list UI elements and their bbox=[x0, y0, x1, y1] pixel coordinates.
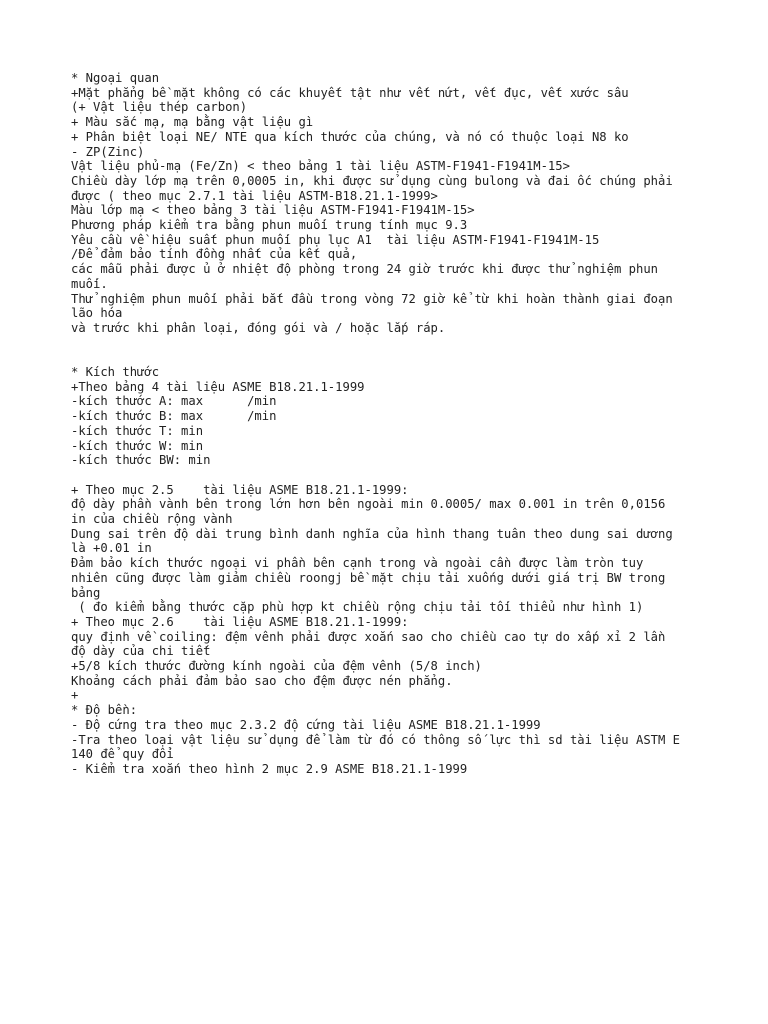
document-line: độ dày của chi tiết bbox=[71, 644, 211, 659]
document-line: -kích thước T: min bbox=[71, 423, 204, 438]
document-line: +Mặt phẳng bề mặt không có các khuyết tật như vết nứt, vết đục, vết xước sâu bbox=[71, 85, 629, 100]
document-line: +Theo bảng 4 tài liệu ASME B18.21.1-1999 bbox=[71, 379, 365, 394]
document-line: * Kích thước bbox=[71, 365, 160, 380]
document-line: - ZP(Zinc) bbox=[71, 144, 145, 159]
document-line: /Để đảm bảo tính đồng nhất của kết quả, bbox=[71, 247, 358, 262]
document-line: các mẫu phải được ủ ở nhiệt độ phòng trong 24 giờ trước khi được thử nghiệm phun bbox=[71, 262, 658, 277]
document-line: -kích thước A: max /min bbox=[71, 394, 277, 409]
document-line: + Theo mục 2.6 tài liệu ASME B18.21.1-1999: bbox=[71, 614, 409, 629]
document-line: và trước khi phân loại, đóng gói và / hoặc lắp ráp. bbox=[71, 320, 446, 335]
document-line: độ dày phần vành bên trong lớn hơn bên ngoài min 0.0005/ max 0.001 in trên 0,0156 bbox=[71, 497, 666, 512]
document-line: -Tra theo loại vật liệu sử dụng để làm từ đó có thông số lực thì sd tài liệu ASTM E bbox=[71, 732, 681, 747]
document-line: -kích thước BW: min bbox=[71, 453, 211, 468]
document-line: -kích thước W: min bbox=[71, 438, 204, 453]
document-line: được ( theo mục 2.7.1 tài liệu ASTM-B18.21.1-1999> bbox=[71, 188, 438, 203]
document-line: - Độ cứng tra theo mục 2.3.2 độ cứng tài liệu ASME B18.21.1-1999 bbox=[71, 717, 541, 732]
document-line: Đảm bảo kích thước ngoại vi phần bên cạnh trong và ngoài cần được làm tròn tuy bbox=[71, 556, 644, 571]
document-line: Phương pháp kiểm tra bằng phun muối trung tính mục 9.3 bbox=[71, 218, 468, 233]
document-line: + Theo mục 2.5 tài liệu ASME B18.21.1-1999: bbox=[71, 482, 409, 497]
document-line: * Độ bền: bbox=[71, 703, 138, 718]
document-line: nhiên cũng được làm giảm chiều roongj bề mặt chịu tải xuống dưới giá trị BW trong bbox=[71, 570, 666, 585]
document-line: Dung sai trên độ dài trung bình danh nghĩa của hình thang tuân theo dung sai dương bbox=[71, 526, 673, 541]
document-line: Chiều dày lớp mạ trên 0,0005 in, khi được sử dụng cùng bulong và đai ốc chúng phải bbox=[71, 173, 673, 188]
document-line: Khoảng cách phải đảm bảo sao cho đệm được nén phẳng. bbox=[71, 673, 453, 688]
document-line: + bbox=[71, 688, 79, 703]
document-line: muối. bbox=[71, 276, 108, 291]
document-line: bảng bbox=[71, 585, 101, 600]
document-line bbox=[71, 468, 711, 483]
document-line: là +0.01 in bbox=[71, 541, 152, 556]
document-line: in của chiều rộng vành bbox=[71, 512, 233, 527]
document-line: 140 để quy đổi bbox=[71, 747, 174, 762]
document-line: - Kiểm tra xoắn theo hình 2 mục 2.9 ASME B18.21.1-1999 bbox=[71, 762, 468, 776]
document-line: Yêu cầu về hiệu suất phun muối phụ lục A1 tài liệu ASTM-F1941-F1941M-15 bbox=[71, 232, 600, 247]
document-line: +5/8 kích thước đường kính ngoài của đệm vênh (5/8 inch) bbox=[71, 659, 482, 674]
document-line: * Ngoại quan bbox=[71, 71, 160, 85]
document-line: -kích thước B: max /min bbox=[71, 409, 277, 424]
document-line: (+ Vật liệu thép carbon) bbox=[71, 100, 248, 115]
document-line: Thử nghiệm phun muối phải bắt đầu trong vòng 72 giờ kể từ khi hoàn thành giai đoạn bbox=[71, 291, 673, 306]
document-line: + Màu sắc mạ, mạ bằng vật liệu gì bbox=[71, 115, 314, 130]
document-line: ( đo kiểm bằng thước cặp phù hợp kt chiều rộng chịu tải tối thiểu như hình 1) bbox=[71, 600, 644, 615]
document-line bbox=[71, 336, 711, 351]
document-body bbox=[71, 71, 711, 777]
document-line: Màu lớp mạ < theo bảng 3 tài liệu ASTM-F1941-F1941M-15> bbox=[71, 203, 475, 218]
document-line: quy định về coiling: đệm vênh phải được xoắn sao cho chiều cao tự do xấp xỉ 2 lần bbox=[71, 629, 666, 644]
document-line bbox=[71, 350, 711, 365]
document-line: + Phân biệt loại NE/ NTE qua kích thước của chúng, và nó có thuộc loại N8 ko bbox=[71, 129, 629, 144]
document-line: lão hóa bbox=[71, 306, 123, 321]
document-line: Vật liệu phủ-mạ (Fe/Zn) < theo bảng 1 tài liệu ASTM-F1941-F1941M-15> bbox=[71, 159, 570, 174]
